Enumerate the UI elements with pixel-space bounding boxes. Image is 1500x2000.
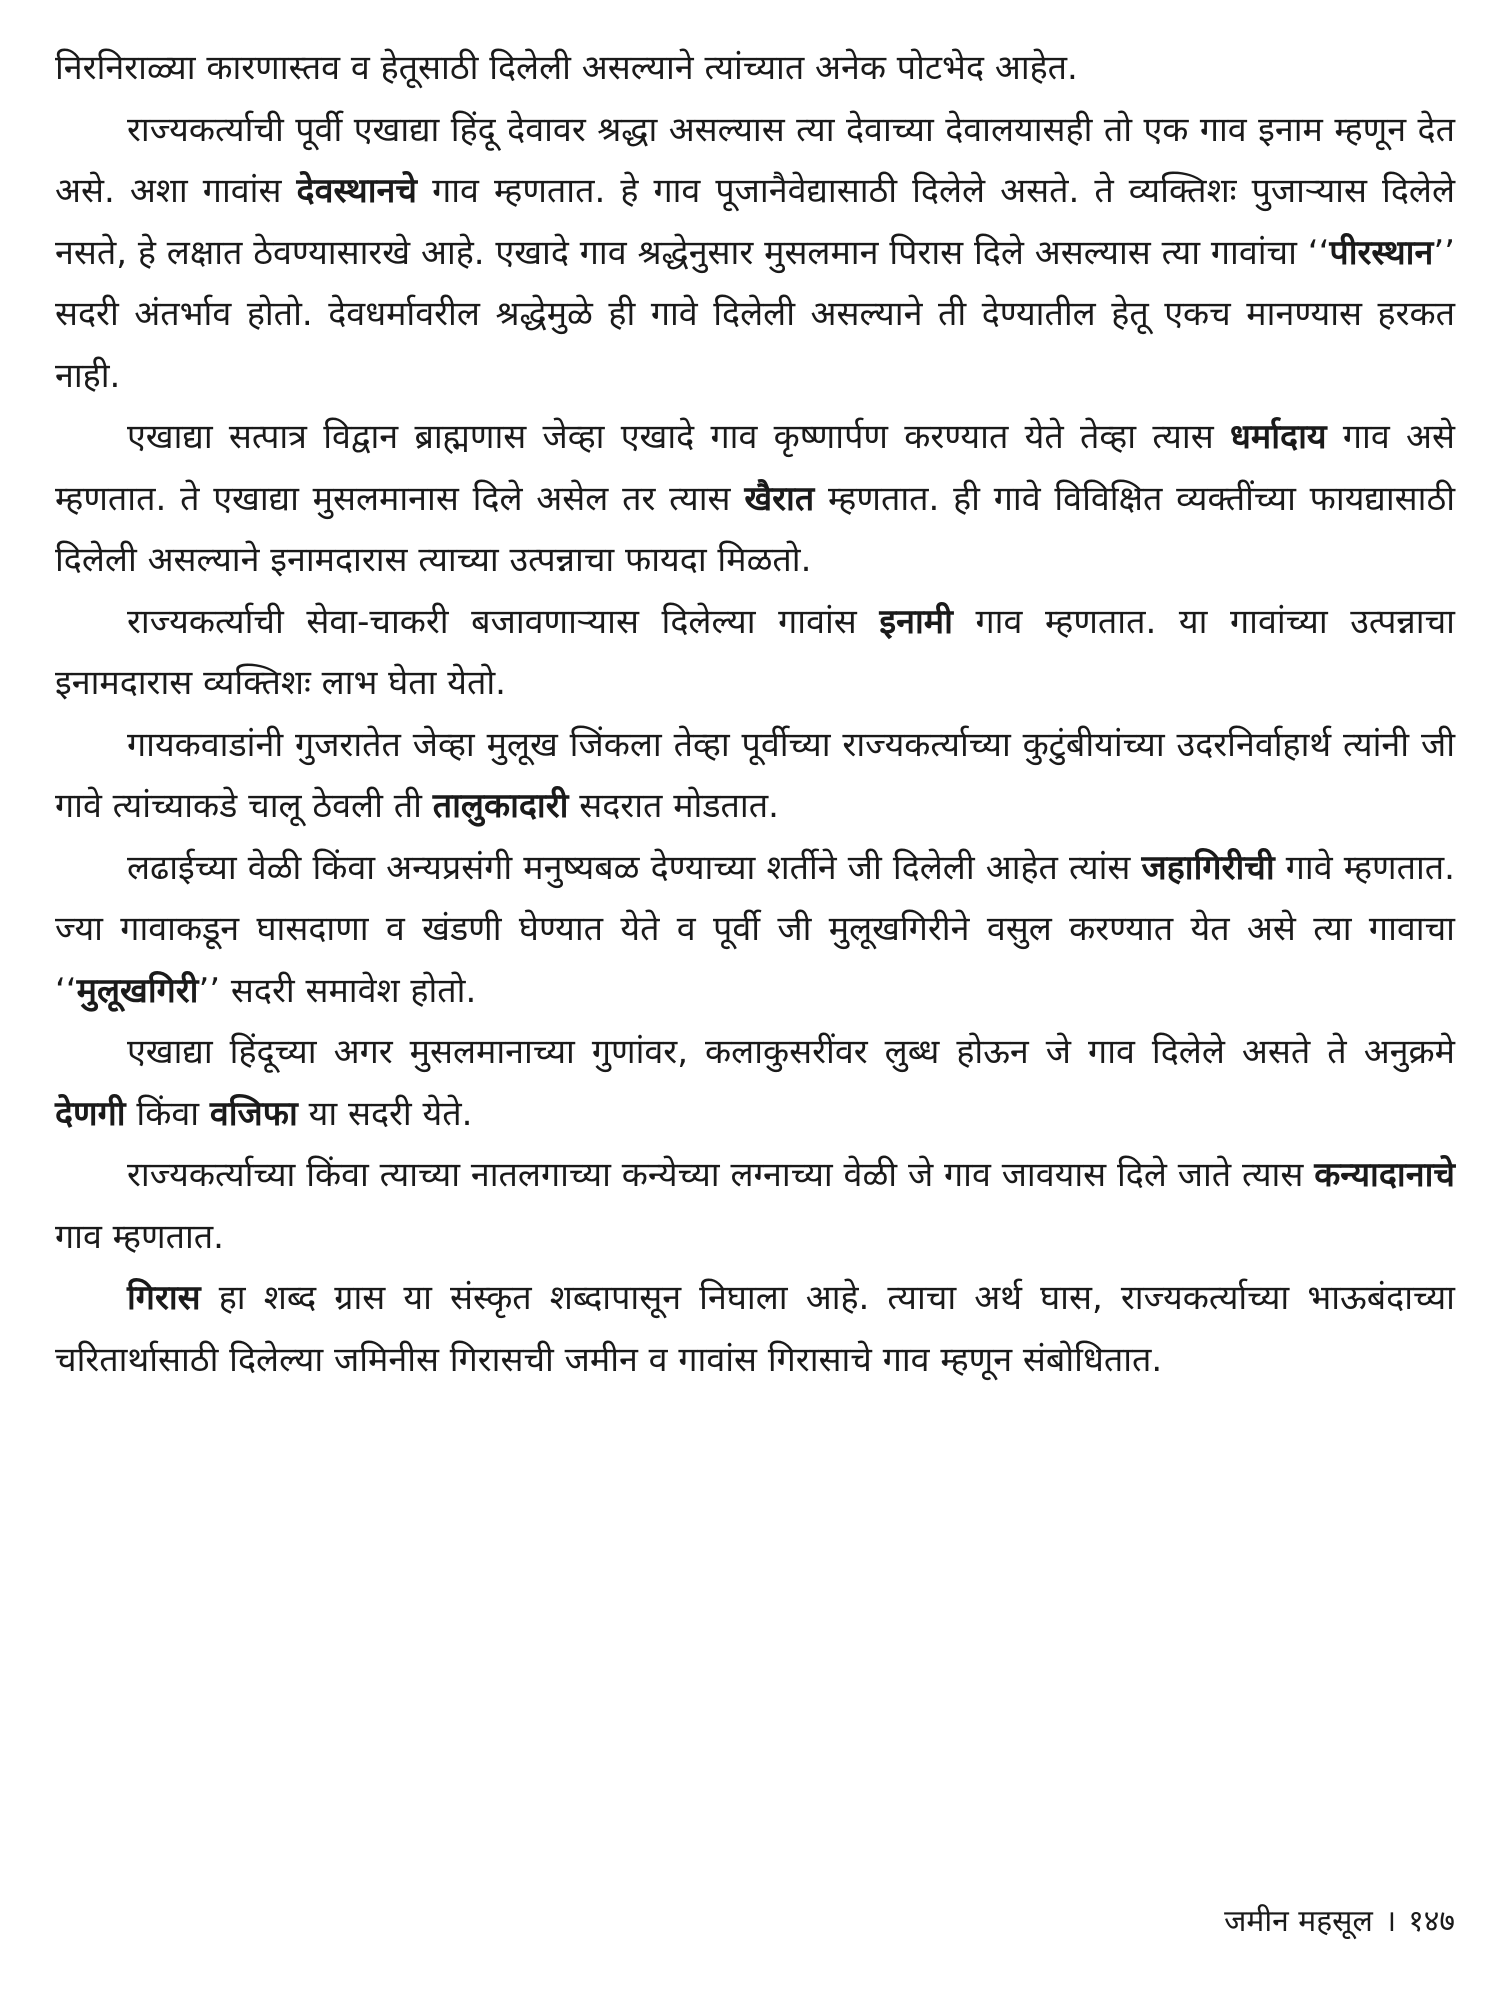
text-segment: सदरात मोडतात. [568, 786, 779, 826]
text-segment: या सदरी येते. [297, 1093, 473, 1134]
bold-term: जहागिरीची [1141, 847, 1275, 888]
text-segment: हा शब्द ग्रास या संस्कृत शब्दापासून निघाला आहे. त्याचा अर्थ घास, राज्यकर्त्याच्या भाऊबंदाच्या चरितार्थासाठी दिलेल्या जमिनीस गिरासची जमीन व गावांस गिरासाचे गाव म्हणून संबोधितात. [55, 1278, 1455, 1380]
bold-term: देणगी [55, 1093, 126, 1134]
bold-term: मुलूखगिरी [76, 970, 199, 1011]
text-segment: किंवा [125, 1093, 210, 1134]
paragraph [55, 1268, 1455, 1391]
bold-term: पीरस्थान [1329, 232, 1434, 273]
body-text [55, 38, 1455, 1391]
bold-term: इनामी [879, 601, 953, 642]
paragraph [55, 838, 1455, 1023]
text-segment: गाव म्हणतात. या गावांच्या उत्पन्नाचा इनामदारास व्यक्तिशः लाभ घेता येतो. [55, 601, 1455, 703]
bold-term: कन्यादानाचे [1314, 1155, 1455, 1195]
page-number: १४७ [1408, 1904, 1455, 1939]
footer-separator: । [1384, 1904, 1397, 1939]
bold-term: वजिफा [209, 1093, 298, 1134]
text-segment: गाव म्हणतात. [55, 1216, 224, 1257]
paragraph [55, 715, 1455, 838]
text-segment: एखाद्या सत्पात्र विद्वान ब्राह्मणास जेव्हा एखादे गाव कृष्णार्पण करण्यात येते तेव्हा त्यास [127, 417, 1230, 457]
text-segment: ’’ सदरी अंतर्भाव होतो. देवधर्मावरील श्रद्धेमुळे ही गावे दिलेली असल्याने ती देण्यातील हेतू एकच मानण्यास हरकत नाही. [55, 232, 1455, 396]
text-segment: गाव म्हणतात. हे गाव पूजानैवेद्यासाठी दिलेले असते. ते व्यक्तिशः पुजाऱ्यास दिलेले नसते, हे लक्षात ठेवण्यासारखे आहे. एखादे गाव श्रद्धेनुसार मुसलमान पिरास दिले असल्यास त्या गावांचा ‘‘ [55, 171, 1456, 273]
text-segment: राज्यकर्त्याची पूर्वी एखाद्या हिंदू देवावर श्रद्धा असल्यास त्या देवाच्या देवालयासही तो एक गाव इनाम म्हणून देत असे. अशा गावांस [55, 109, 1455, 211]
bold-term: गिरास [127, 1278, 201, 1318]
paragraph [55, 592, 1455, 715]
bold-term: धर्मादाय [1229, 417, 1327, 457]
document-page [55, 38, 1455, 1918]
bold-term: देवस्थानचे [296, 171, 418, 211]
footer-book-title: जमीन महसूल [1224, 1904, 1373, 1939]
text-segment: राज्यकर्त्याची सेवा-चाकरी बजावणाऱ्यास दिलेल्या गावांस [127, 601, 880, 642]
text-segment: गाव असे म्हणतात. ते एखाद्या मुसलमानास दिले असेल तर त्यास [55, 417, 1455, 519]
text-segment: एखाद्या हिंदूच्या अगर मुसलमानाच्या गुणांवर, कलाकुसरींवर लुब्ध होऊन जे गाव दिलेले असते ते अनुक्रमे [127, 1032, 1455, 1072]
paragraph [55, 38, 1455, 100]
paragraph [55, 407, 1455, 592]
text-segment: राज्यकर्त्याच्या किंवा त्याच्या नातलगाच्या कन्येच्या लग्नाच्या वेळी जे गाव जावयास दिले जाते त्यास [127, 1155, 1315, 1195]
page-footer [1224, 1902, 1455, 1942]
text-segment: गावे म्हणतात. ज्या गावाकडून घासदाणा व खंडणी घेण्यात येते व पूर्वी जी मुलूखगिरीने वसुल करण्यात येत असे त्या गावाचा ‘‘ [55, 847, 1455, 1011]
text-segment: ’’ सदरी समावेश होतो. [198, 970, 477, 1011]
paragraph [55, 1022, 1455, 1145]
text-segment: गायकवाडांनी गुजरातेत जेव्हा मुलूख जिंकला तेव्हा पूर्वीच्या राज्यकर्त्याच्या कुटुंबीयांच्या उदरनिर्वाहार्थ त्यांनी जी गावे त्यांच्याकडे चालू ठेवली ती [55, 724, 1455, 826]
text-segment: निरनिराळ्या कारणास्तव व हेतूसाठी दिलेली असल्याने त्यांच्यात अनेक पोटभेद आहेत. [55, 48, 1078, 88]
bold-term: तालुकादारी [432, 786, 569, 826]
bold-term: खैरात [744, 478, 815, 519]
paragraph [55, 1145, 1455, 1268]
text-segment: म्हणतात. ही गावे विविक्षित व्यक्तींच्या फायद्यासाठी दिलेली असल्याने इनामदारास त्याच्या उत्पन्नाचा फायदा मिळतो. [55, 478, 1455, 580]
paragraph [55, 100, 1455, 408]
text-segment: लढाईच्या वेळी किंवा अन्यप्रसंगी मनुष्यबळ देण्याच्या शर्तीने जी दिलेली आहेत त्यांस [127, 847, 1142, 888]
